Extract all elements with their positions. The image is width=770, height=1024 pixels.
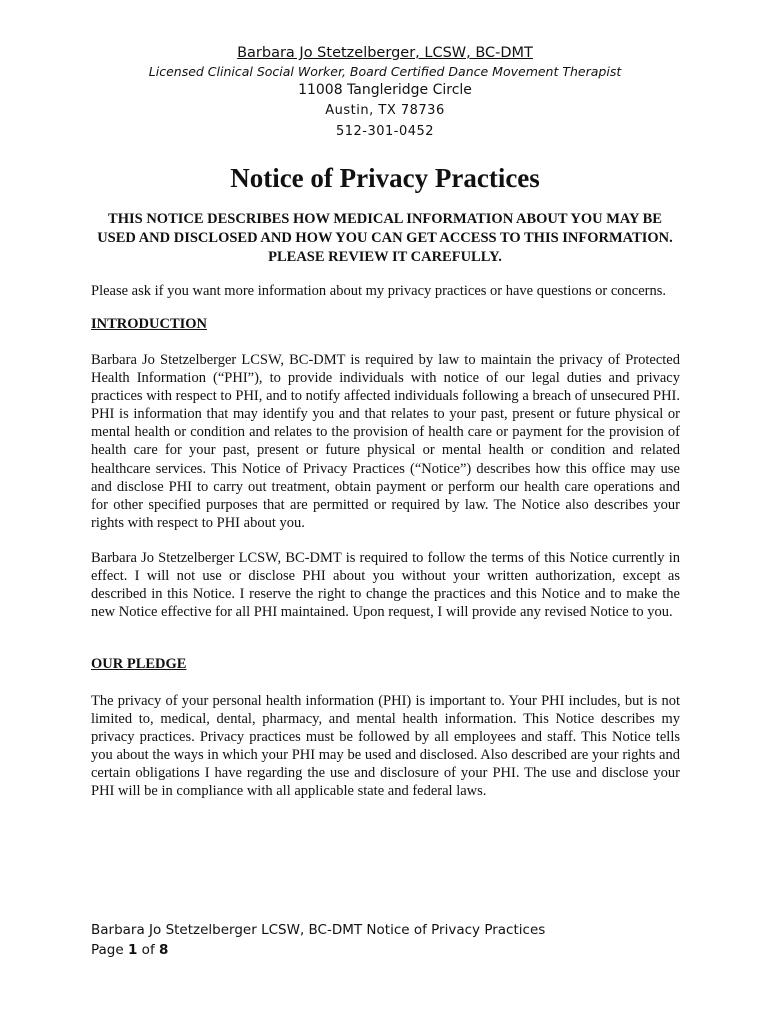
city-state-zip: Austin, TX 78736 xyxy=(325,103,445,118)
notice-statement: THIS NOTICE DESCRIBES HOW MEDICAL INFORMATION ABOUT YOU MAY BE USED AND DISCLOSED AND HOW YOU CAN GET ACCESS TO THIS INFORMATION. PLEASE REVIEW IT CAREFULLY. xyxy=(97,211,673,265)
phone-number: 512-301-0452 xyxy=(335,124,435,139)
page-current: 1 xyxy=(127,942,138,958)
pledge-paragraph: The privacy of your personal health information (PHI) is important to. Your PHI includes, but is not limited to, medical, dental, pharmacy, and mental health information. This Notice describes my privacy practices. Privacy practices must be followed by all employees and staff. This Notice tells you about the ways in which your PHI may be used and disclosed. Also described are your rights and certain obligations I have regarding the use and disclosure of your PHI. The use and disclose your PHI will be in compliance with all applicable state and federal laws. xyxy=(91,693,680,800)
document-title: Notice of Privacy Practices xyxy=(230,163,540,193)
introduction-heading: INTRODUCTION xyxy=(91,316,208,332)
ask-paragraph: Please ask if you want more information about my privacy practices or have questions or concerns. xyxy=(91,283,666,299)
page-of: of xyxy=(137,942,159,958)
footer-title: Barbara Jo Stetzelberger LCSW, BC-DMT Notice of Privacy Practices xyxy=(91,922,546,938)
practitioner-credentials: Licensed Clinical Social Worker, Board Certified Dance Movement Therapist xyxy=(148,64,622,79)
introduction-paragraph-1: Barbara Jo Stetzelberger LCSW, BC-DMT is required by law to maintain the privacy of Protected Health Information (“PHI”), to provide individuals with notice of our legal duties and privacy practices with respect to PHI, and to notify affected individuals following a breach of unsecured PHI. PHI is information that may identify you and that relates to your past, present or future physical or mental health or condition and relates to the provision of health care or payment for the provision of health care for your past, present or future physical or mental health or condition and related healthcare services. This Notice of Privacy Practices (“Notice”) describes how this office may use and disclose PHI to carry out treatment, obtain payment or perform our health care operations and for other specified purposes that are permitted or required by law. The Notice also describes your rights with respect to PHI about you. xyxy=(91,352,680,531)
introduction-paragraph-2: Barbara Jo Stetzelberger LCSW, BC-DMT is required to follow the terms of this Notice currently in effect. I will not use or disclose PHI about you without your written authorization, except as described in this Notice. I reserve the right to change the practices and this Notice and to make the new Notice effective for all PHI maintained. Upon request, I will provide any revised Notice to you. xyxy=(91,550,680,621)
page-prefix: Page xyxy=(91,942,128,958)
page-number xyxy=(91,942,168,958)
pledge-heading: OUR PLEDGE xyxy=(91,656,187,672)
street-address: 11008 Tangleridge Circle xyxy=(298,82,472,98)
page-total: 8 xyxy=(159,942,169,958)
practitioner-name: Barbara Jo Stetzelberger, LCSW, BC-DMT xyxy=(237,45,533,61)
